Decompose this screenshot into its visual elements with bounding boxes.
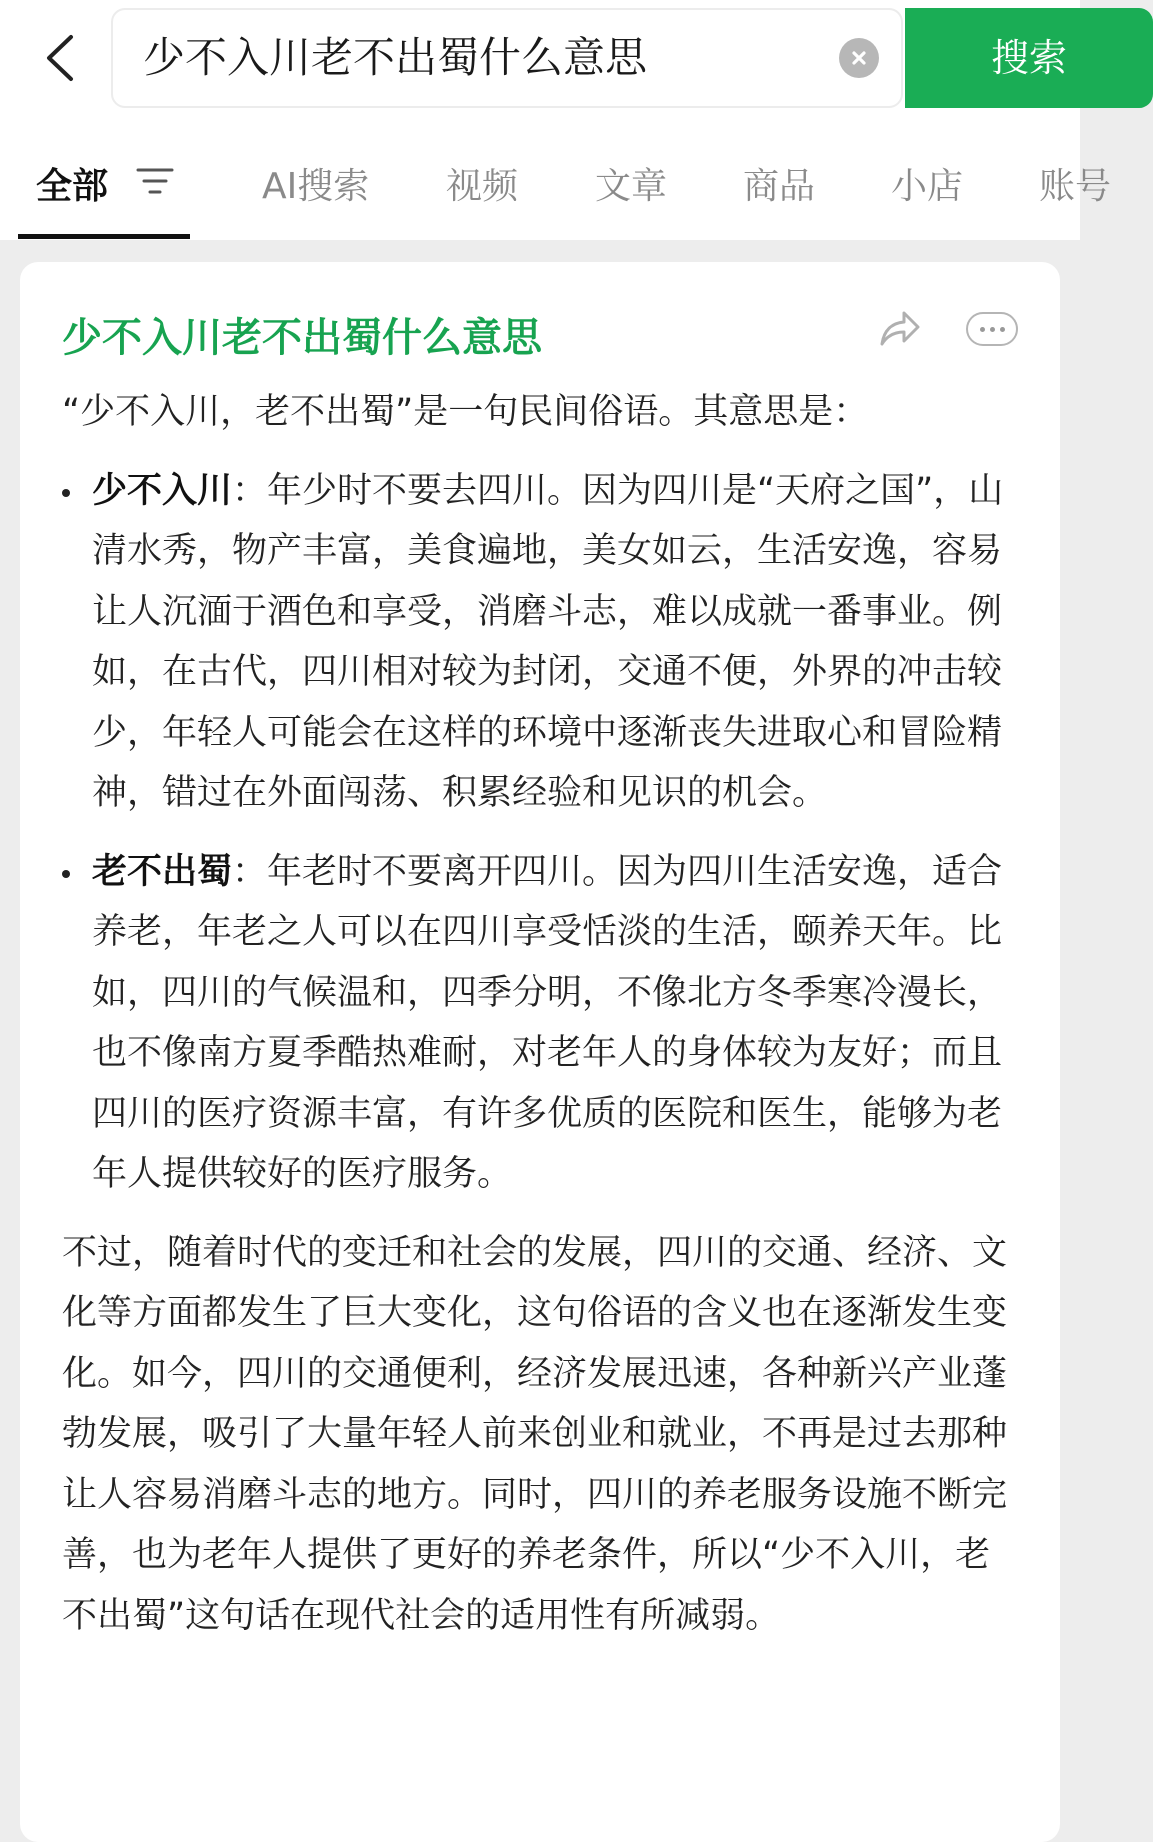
point-text: 年少时不要去四川。因为四川是“天府之国”，山清水秀，物产丰富，美食遍地，美女如云，生活安逸，容易让人沉湎于酒色和享受，消磨斗志，难以成就一番事业。例如，在古代，四川相对较为封闭，交通不便，外界的冲击较少，年轻人可能会在这样的环境中逐渐丧失进取心和冒险精神，错过在外面闯荡、积累经验和见识的机会。 [92, 470, 1004, 813]
search-input[interactable]: 少不入川老不出蜀什么意思 [143, 33, 648, 82]
answer-body [62, 382, 1022, 1646]
tab-shops[interactable]: 小店 [891, 166, 964, 207]
tab-video[interactable]: 视频 [446, 166, 519, 207]
point-separator: ： [232, 470, 268, 511]
result-card [20, 262, 1060, 1842]
tab-all[interactable]: 全部 [36, 166, 109, 207]
close-icon [849, 48, 869, 68]
more-dot-icon [980, 327, 985, 332]
tab-bar [0, 140, 1112, 240]
chevron-left-icon [43, 33, 77, 83]
search-box[interactable] [111, 8, 1067, 108]
more-dot-icon [1000, 327, 1005, 332]
list-item [62, 461, 1022, 824]
point-text: 年老时不要离开四川。因为四川生活安逸，适合养老，年老之人可以在四川享受恬淡的生活，颐养天年。比如，四川的气候温和，四季分明，不像北方冬季寒冷漫长，也不像南方夏季酷热难耐，对老年人的身体较为友好；而且四川的医疗资源丰富，有许多优质的医院和医生，能够为老年人提供较好的医疗服务。 [92, 851, 1003, 1194]
tab-accounts[interactable]: 账号 [1039, 166, 1112, 207]
back-button[interactable] [30, 20, 90, 96]
tab-products[interactable]: 商品 [743, 166, 816, 207]
search-button[interactable]: 搜索 [905, 8, 1153, 108]
answer-points [62, 461, 1022, 1205]
answer-intro: “少不入川，老不出蜀”是一句民间俗语。其意思是： [62, 392, 869, 432]
filter-icon[interactable] [136, 166, 174, 196]
clear-search-button[interactable] [839, 38, 879, 78]
point-term: 少不入川 [92, 470, 233, 511]
active-tab-indicator [18, 234, 190, 239]
point-separator: ： [232, 851, 268, 892]
top-bar [0, 0, 1112, 240]
more-options-button[interactable] [966, 312, 1018, 346]
answer-conclusion: 不过，随着时代的变迁和社会的发展，四川的交通、经济、文化等方面都发生了巨大变化，这句俗语的含义也在逐渐发生变化。如今，四川的交通便利，经济发展迅速，各种新兴产业蓬勃发展，吸引了大量年轻人前来创业和就业，不再是过去那种让人容易消磨斗志的地方。同时，四川的养老服务设施不断完善，也为老年人提供了更好的养老条件，所以“少不入川，老不出蜀”这句话在现代社会的适用性有所减弱。 [62, 1232, 1008, 1636]
tab-articles[interactable]: 文章 [595, 166, 668, 207]
more-dot-icon [990, 327, 995, 332]
list-item [62, 842, 1022, 1205]
share-icon[interactable] [878, 308, 922, 348]
point-term: 老不出蜀 [92, 851, 233, 892]
tab-ai-search[interactable]: AI搜索 [262, 166, 370, 207]
result-title[interactable]: 少不入川老不出蜀什么意思 [62, 315, 542, 361]
